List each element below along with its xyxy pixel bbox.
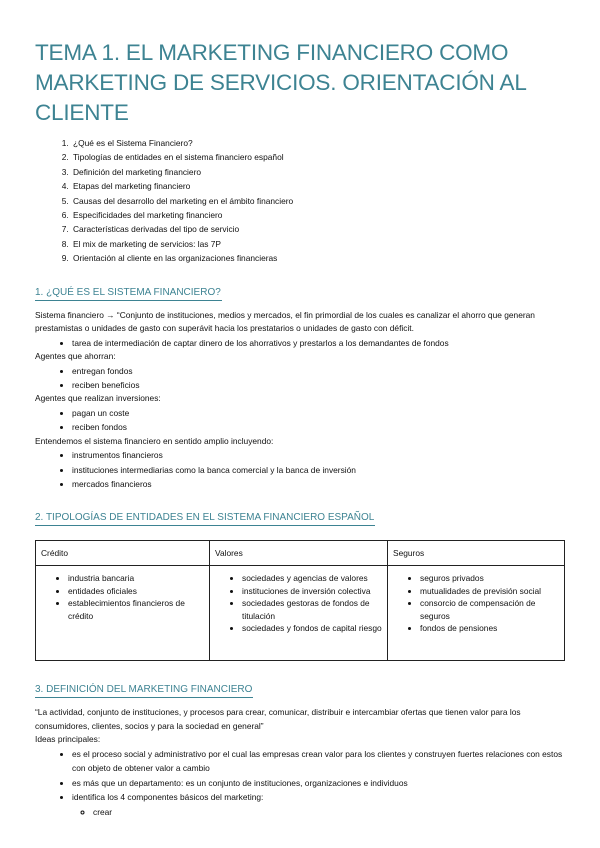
list-item: • establecimientos financieros de crédito bbox=[68, 597, 205, 622]
list-item: • reciben beneficios bbox=[72, 378, 565, 392]
list-item: • sociedades y fondos de capital riesgo bbox=[242, 622, 383, 635]
list-item: • industria bancaria bbox=[68, 572, 205, 585]
ideas-list bbox=[35, 747, 565, 819]
list-item: • mercados financieros bbox=[72, 477, 565, 491]
section-3-heading: 3. DEFINICIÓN DEL MARKETING FINANCIERO bbox=[35, 683, 253, 698]
section-2-heading: 2. TIPOLOGÍAS DE ENTIDADES EN EL SISTEMA FINANCIERO ESPAÑOL bbox=[35, 511, 375, 526]
document-page bbox=[35, 0, 565, 819]
investors-list bbox=[35, 406, 565, 435]
toc-item: 3. Definición del marketing financiero bbox=[71, 165, 565, 179]
savers-label: Agentes que ahorran: bbox=[35, 351, 116, 362]
list-item: • sociedades y agencias de valores bbox=[242, 572, 383, 585]
ideas-label: Ideas principales: bbox=[35, 734, 101, 745]
list-item-text: identifica los 4 componentes básicos del marketing: bbox=[72, 792, 264, 803]
list-item: • instrumentos financieros bbox=[72, 448, 565, 462]
toc-item: 5. Causas del desarrollo del marketing en el ámbito financiero bbox=[71, 194, 565, 208]
table-cell-credito bbox=[36, 566, 210, 661]
toc-item: 6. Especificidades del marketing financiero bbox=[71, 208, 565, 222]
toc-item: 1. ¿Qué es el Sistema Financiero? bbox=[71, 136, 565, 150]
table-of-contents bbox=[35, 136, 565, 266]
list-item: • entidades oficiales bbox=[68, 585, 205, 598]
list-item: • es más que un departamento: es un conjunto de instituciones, organizaciones e individuos bbox=[72, 776, 565, 790]
components-list bbox=[72, 805, 565, 819]
list-item: • sociedades gestoras de fondos de titulación bbox=[242, 597, 383, 622]
toc-item: 9. Orientación al cliente en las organizaciones financieras bbox=[71, 251, 565, 265]
table-cell-seguros bbox=[388, 566, 565, 661]
table-header-credito: Crédito bbox=[36, 541, 210, 566]
list-item: • tarea de intermediación de captar dinero de los ahorrativos y prestarlos a los demandantes de fondos bbox=[72, 336, 565, 350]
list-item: ◦ crear bbox=[93, 805, 565, 819]
list-item: • es el proceso social y administrativo por el cual las empresas crean valor para los clientes y construyen fuertes relaciones con estos con objeto de obtener valor a cambio bbox=[72, 747, 565, 776]
savers-list bbox=[35, 364, 565, 393]
list-item: • consorcio de compensación de seguros bbox=[420, 597, 560, 622]
table-header-valores: Valores bbox=[210, 541, 388, 566]
toc-item: 4. Etapas del marketing financiero bbox=[71, 179, 565, 193]
broad-sense-list bbox=[35, 448, 565, 491]
section-1-heading: 1. ¿QUÉ ES EL SISTEMA FINANCIERO? bbox=[35, 286, 222, 301]
list-item: • reciben fondos bbox=[72, 420, 565, 434]
financial-system-definition: Sistema financiero → “Conjunto de instituciones, medios y mercados, el fin primordial de los cuales es canalizar el ahorro que generan prestamistas o unidades de gasto con superávit hacia los prestatarios o unidades de gasto con déficit. bbox=[35, 309, 535, 334]
entity-types-table bbox=[35, 540, 565, 661]
list-item: • fondos de pensiones bbox=[420, 622, 560, 635]
page-title: TEMA 1. EL MARKETING FINANCIERO COMO MARKETING DE SERVICIOS. ORIENTACIÓN AL CLIENTE bbox=[35, 40, 526, 125]
table-header-seguros: Seguros bbox=[388, 541, 565, 566]
list-item bbox=[72, 790, 565, 819]
toc-item: 2. Tipologías de entidades en el sistema financiero español bbox=[71, 150, 565, 164]
table-cell-valores bbox=[210, 566, 388, 661]
list-item: • entregan fondos bbox=[72, 364, 565, 378]
task-list bbox=[35, 336, 565, 350]
toc-item: 8. El mix de marketing de servicios: las 7P bbox=[71, 237, 565, 251]
list-item: • pagan un coste bbox=[72, 406, 565, 420]
list-item: • seguros privados bbox=[420, 572, 560, 585]
list-item: • mutualidades de previsión social bbox=[420, 585, 560, 598]
investors-label: Agentes que realizan inversiones: bbox=[35, 393, 161, 404]
toc-item: 7. Características derivadas del tipo de servicio bbox=[71, 222, 565, 236]
marketing-definition-quote: “La actividad, conjunto de instituciones, y procesos para crear, comunicar, distribuir e intercambiar ofertas que tienen valor para los consumidores, clientes, socios y para la sociedad en general” bbox=[35, 707, 521, 731]
list-item: • instituciones de inversión colectiva bbox=[242, 585, 383, 598]
broad-sense-label: Entendemos el sistema financiero en sentido amplio incluyendo: bbox=[35, 435, 274, 446]
list-item: • instituciones intermediarias como la banca comercial y la banca de inversión bbox=[72, 463, 565, 477]
